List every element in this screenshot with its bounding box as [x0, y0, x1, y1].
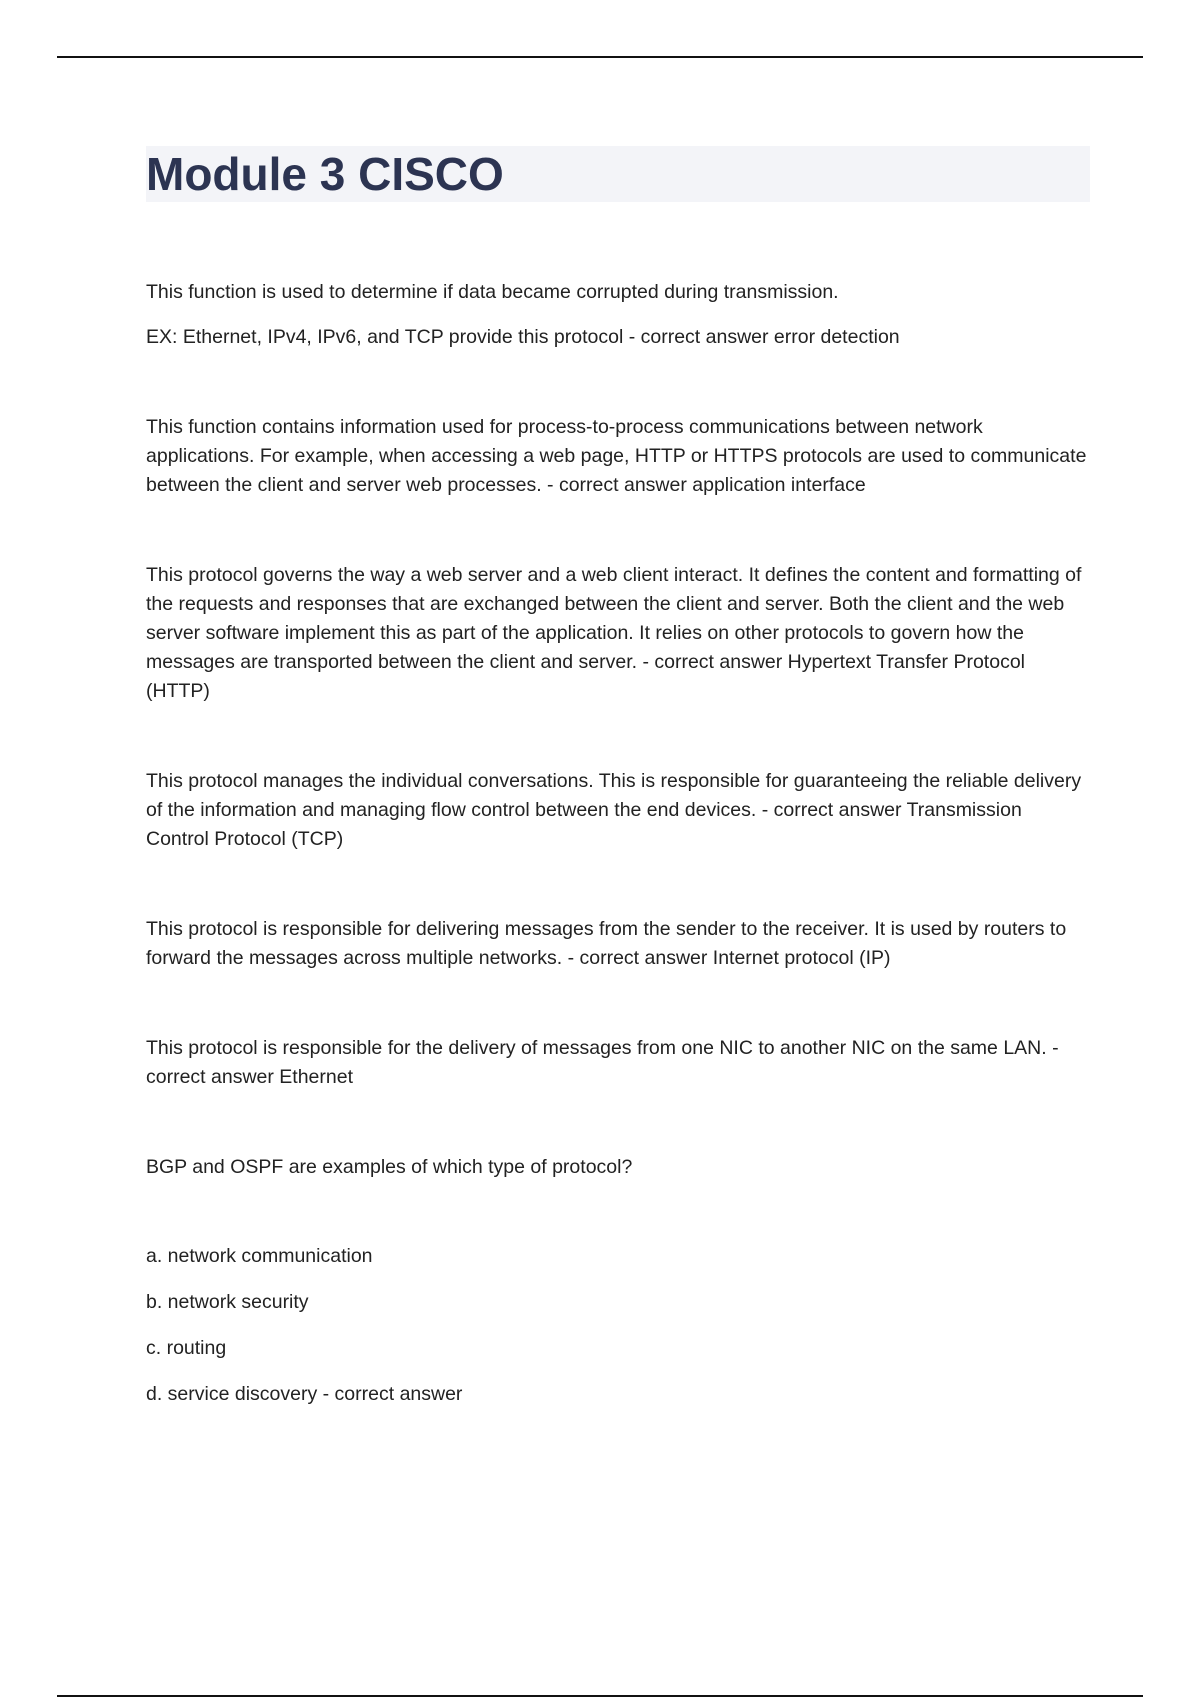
- qa-item-text: This function is used to determine if data became corrupted during transmission.: [146, 281, 839, 303]
- option-b: b. network security: [146, 1291, 309, 1313]
- qa-item-text: This protocol governs the way a web server and a web client interact. It defines the content and formatting of the requests and responses that are exchanged between the client and server. Both the client and the web server software implement this as part of the application. It relies on other protocols to govern how the messages are transported between the client and server. - correct answer Hypertext Transfer Protocol (HTTP): [146, 564, 1082, 702]
- qa-item-text: EX: Ethernet, IPv4, IPv6, and TCP provide this protocol - correct answer error detection: [146, 326, 900, 348]
- document-body: [146, 146, 1090, 1409]
- qa-item-1: [146, 278, 1090, 352]
- top-rule: [57, 56, 1143, 58]
- question-options: [146, 1242, 1090, 1409]
- qa-item-2: [146, 413, 1090, 500]
- qa-item-4: [146, 767, 1090, 854]
- qa-item-3: [146, 561, 1090, 706]
- qa-item-text: This function contains information used for process-to-process communications between network applications. For example, when accessing a web page, HTTP or HTTPS protocols are used to communicate between the client and server web processes. - correct answer application interface: [146, 416, 1087, 496]
- qa-item-text: This protocol is responsible for the delivery of messages from one NIC to another NIC on the same LAN. - correct answer Ethernet: [146, 1037, 1059, 1088]
- document-title: Module 3 CISCO: [146, 148, 504, 200]
- title-band: [146, 146, 1090, 202]
- option-a: a. network communication: [146, 1245, 373, 1267]
- question-block: [146, 1153, 1090, 1182]
- option-d: d. service discovery - correct answer: [146, 1383, 463, 1405]
- qa-item-text: This protocol is responsible for delivering messages from the sender to the receiver. It is used by routers to forward the messages across multiple networks. - correct answer Internet protocol (IP): [146, 918, 1067, 969]
- question-text: BGP and OSPF are examples of which type of protocol?: [146, 1156, 633, 1178]
- qa-item-5: [146, 915, 1090, 973]
- option-c: c. routing: [146, 1337, 227, 1359]
- bottom-rule: [57, 1695, 1143, 1697]
- qa-item-6: [146, 1034, 1090, 1092]
- qa-item-text: This protocol manages the individual conversations. This is responsible for guaranteeing the reliable delivery of the information and managing flow control between the end devices. - correct answer Transmission Control Protocol (TCP): [146, 770, 1082, 850]
